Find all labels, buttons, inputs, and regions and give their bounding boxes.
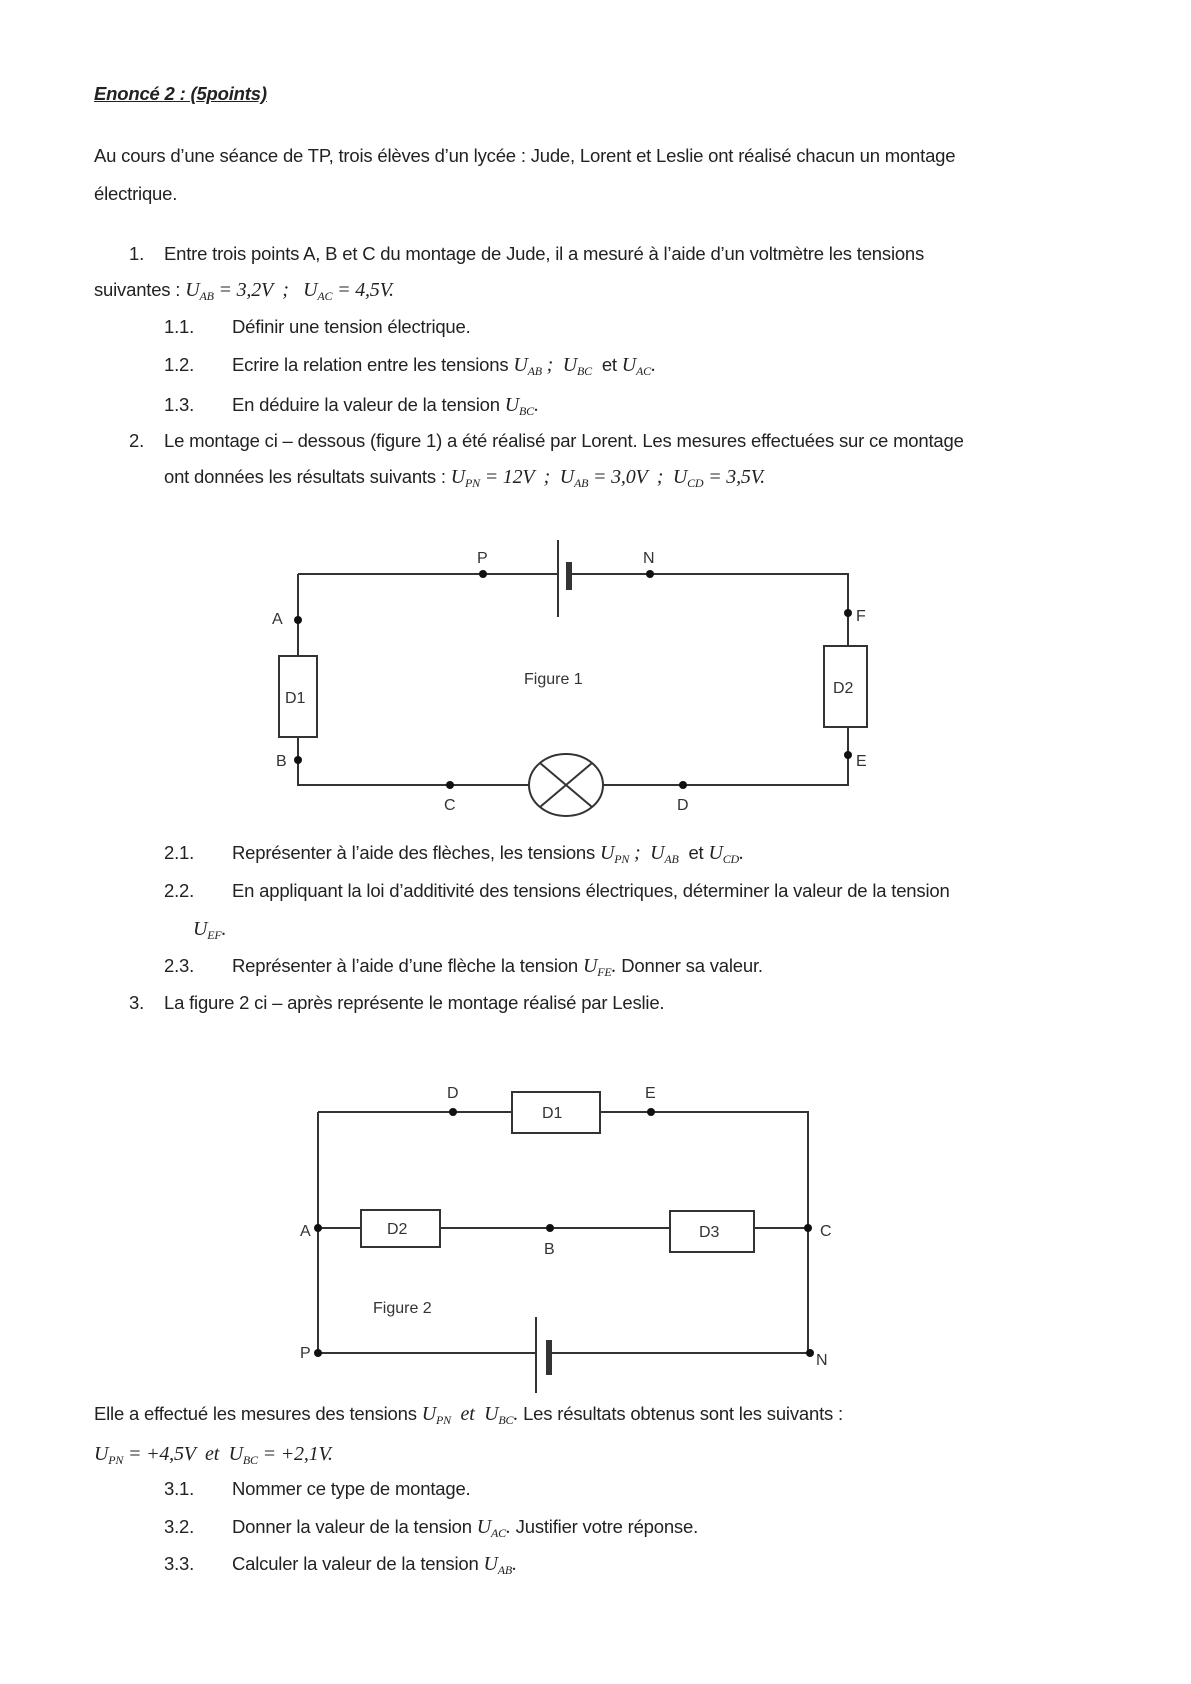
math-symbol: U (303, 279, 318, 301)
math-subscript: PN (108, 1453, 124, 1467)
point-e-label: E (856, 753, 867, 770)
math-symbol: U (185, 279, 200, 301)
question-number: 3. (129, 992, 145, 1013)
math-subscript: AC (490, 1526, 506, 1540)
question-number: 3.1. (164, 1478, 195, 1499)
math-subscript: FE (597, 965, 612, 979)
math-subscript: AC (317, 289, 333, 303)
text-segment: Entre trois points A, B et C du montage de Jude, il a mesuré à l’aide d’un voltmètre les tensions (164, 243, 925, 264)
math-subscript: CD (722, 852, 739, 866)
math-value: . (513, 1403, 519, 1425)
math-value: . (738, 842, 744, 864)
figure-2-caption: Figure 2 (373, 1300, 432, 1317)
text-segment: Ecrire la relation entre les tensions (232, 354, 514, 375)
text-segment: Calculer la valeur de la tension (232, 1553, 484, 1574)
math-value: . (512, 1553, 517, 1575)
question-number: 3.3. (164, 1553, 195, 1574)
math-symbol: U (228, 1443, 243, 1465)
lamp-icon (529, 754, 603, 816)
point-b-label: B (276, 753, 287, 770)
math-symbol: U (484, 1403, 499, 1425)
math-symbol: U (672, 466, 688, 488)
math-value: ; (541, 354, 563, 376)
math-symbol: U (582, 955, 598, 977)
math-subscript: PN (464, 476, 480, 490)
math-symbol: U (650, 842, 665, 864)
question-number: 2.3. (164, 955, 195, 976)
figure-1-caption: Figure 1 (524, 671, 583, 688)
math-symbol: U (450, 466, 465, 488)
text-segment: En appliquant la loi d’additivité des tensions électriques, déterminer la valeur de la tension (232, 880, 950, 901)
question-number: 2. (129, 430, 145, 451)
text-segment: et (678, 842, 709, 863)
math-value: ; (629, 842, 651, 864)
math-subscript: BC (498, 1413, 514, 1427)
math-value: . (533, 394, 539, 416)
text-segment: Donner la valeur de la tension (232, 1516, 477, 1537)
text-segment: et (591, 354, 622, 375)
point-d-label: D (677, 797, 689, 814)
point-f-label: F (856, 608, 866, 625)
text-segment: En déduire la valeur de la tension (232, 394, 505, 415)
math-value: et (450, 1403, 485, 1425)
text-segment: Représenter à l’aide d’une flèche la tension (232, 955, 583, 976)
point-c-label: C (444, 797, 456, 814)
math-subscript: AB (527, 364, 542, 378)
text-segment: Elle a effectué les mesures des tensions (94, 1403, 422, 1424)
dipole-d2-label: D2 (833, 680, 854, 697)
math-subscript: EF (207, 928, 222, 942)
text-segment: suivantes : (94, 279, 186, 300)
text-segment: Justifier votre réponse. (510, 1516, 699, 1537)
figure-1-circuit (272, 540, 867, 816)
text-segment: Définir une tension électrique. (232, 316, 471, 337)
figure-2-circuit (300, 1085, 832, 1393)
point-n-label: N (816, 1352, 828, 1369)
math-value: = 3,2V ; (213, 279, 304, 301)
text-segment: Le montage ci – dessous (figure 1) a été réalisé par Lorent. Les mesures effectuées sur ce montage (164, 430, 964, 451)
math-symbol: U (476, 1516, 491, 1538)
math-symbol: U (421, 1403, 436, 1425)
math-value: = +4,5V et (123, 1443, 229, 1465)
text-segment: La figure 2 ci – après représente le montage réalisé par Leslie. (164, 992, 665, 1013)
text-segment: Les résultats obtenus sont les suivants : (518, 1403, 843, 1424)
math-value: . (221, 918, 227, 940)
point-e-label: E (645, 1085, 656, 1102)
question-number: 1. (129, 243, 145, 264)
question-number: 1.1. (164, 316, 195, 337)
math-subscript: AB (497, 1563, 513, 1577)
exercise-title: Enoncé 2 : (5points) (94, 83, 267, 104)
dipole-d2-label: D2 (387, 1221, 408, 1238)
point-d-label: D (447, 1085, 459, 1102)
math-value: = 4,5V. (332, 279, 394, 301)
point-a-label: A (272, 611, 283, 628)
math-symbol: U (483, 1553, 498, 1575)
point-p-label: P (477, 550, 488, 567)
math-symbol: U (600, 842, 615, 864)
math-value: . (650, 354, 656, 376)
question-number: 2.2. (164, 880, 195, 901)
question-number: 1.3. (164, 394, 195, 415)
text-segment: ont données les résultats suivants : (164, 466, 451, 487)
math-symbol: U (504, 394, 519, 416)
math-symbol: U (513, 354, 528, 376)
math-subscript: AB (199, 289, 214, 303)
math-subscript: CD (687, 476, 704, 490)
point-c-label: C (820, 1223, 832, 1240)
math-subscript: AB (573, 476, 589, 490)
text-segment: électrique. (94, 183, 178, 204)
math-symbol: U (621, 354, 637, 376)
math-subscript: AC (636, 364, 651, 378)
math-symbol: U (562, 354, 577, 376)
math-value: . (611, 955, 617, 977)
math-symbol: U (708, 842, 723, 864)
dipole-d1-label: D1 (285, 690, 306, 707)
text-segment: Au cours d’une séance de TP, trois élèves d’un lycée : Jude, Lorent et Leslie ont réalisé chacun un montage (94, 145, 956, 166)
text-segment: Nommer ce type de montage. (232, 1478, 471, 1499)
math-subscript: BC (519, 404, 534, 418)
question-number: 3.2. (164, 1516, 195, 1537)
text-segment: Donner sa valeur. (616, 955, 763, 976)
point-p-label: P (300, 1345, 311, 1362)
point-n-label: N (643, 550, 655, 567)
math-symbol: U (559, 466, 574, 488)
math-value: = 12V ; (479, 466, 560, 488)
math-value: = +2,1V. (257, 1443, 333, 1465)
math-subscript: BC (577, 364, 592, 378)
dipole-d3-label: D3 (699, 1224, 720, 1241)
dipole-d1-label: D1 (542, 1105, 563, 1122)
math-subscript: PN (435, 1413, 451, 1427)
math-value: . (505, 1516, 511, 1538)
math-symbol: U (94, 1443, 109, 1465)
math-subscript: AB (664, 852, 679, 866)
point-b-label: B (544, 1241, 555, 1258)
math-value: = 3,0V ; (588, 466, 673, 488)
math-value: = 3,5V. (703, 466, 765, 488)
math-subscript: PN (614, 852, 630, 866)
question-number: 2.1. (164, 842, 195, 863)
question-number: 1.2. (164, 354, 195, 375)
math-symbol: U (193, 918, 208, 940)
text-segment: Représenter à l’aide des flèches, les tensions (232, 842, 601, 863)
math-subscript: BC (242, 1453, 258, 1467)
point-a-label: A (300, 1223, 311, 1240)
